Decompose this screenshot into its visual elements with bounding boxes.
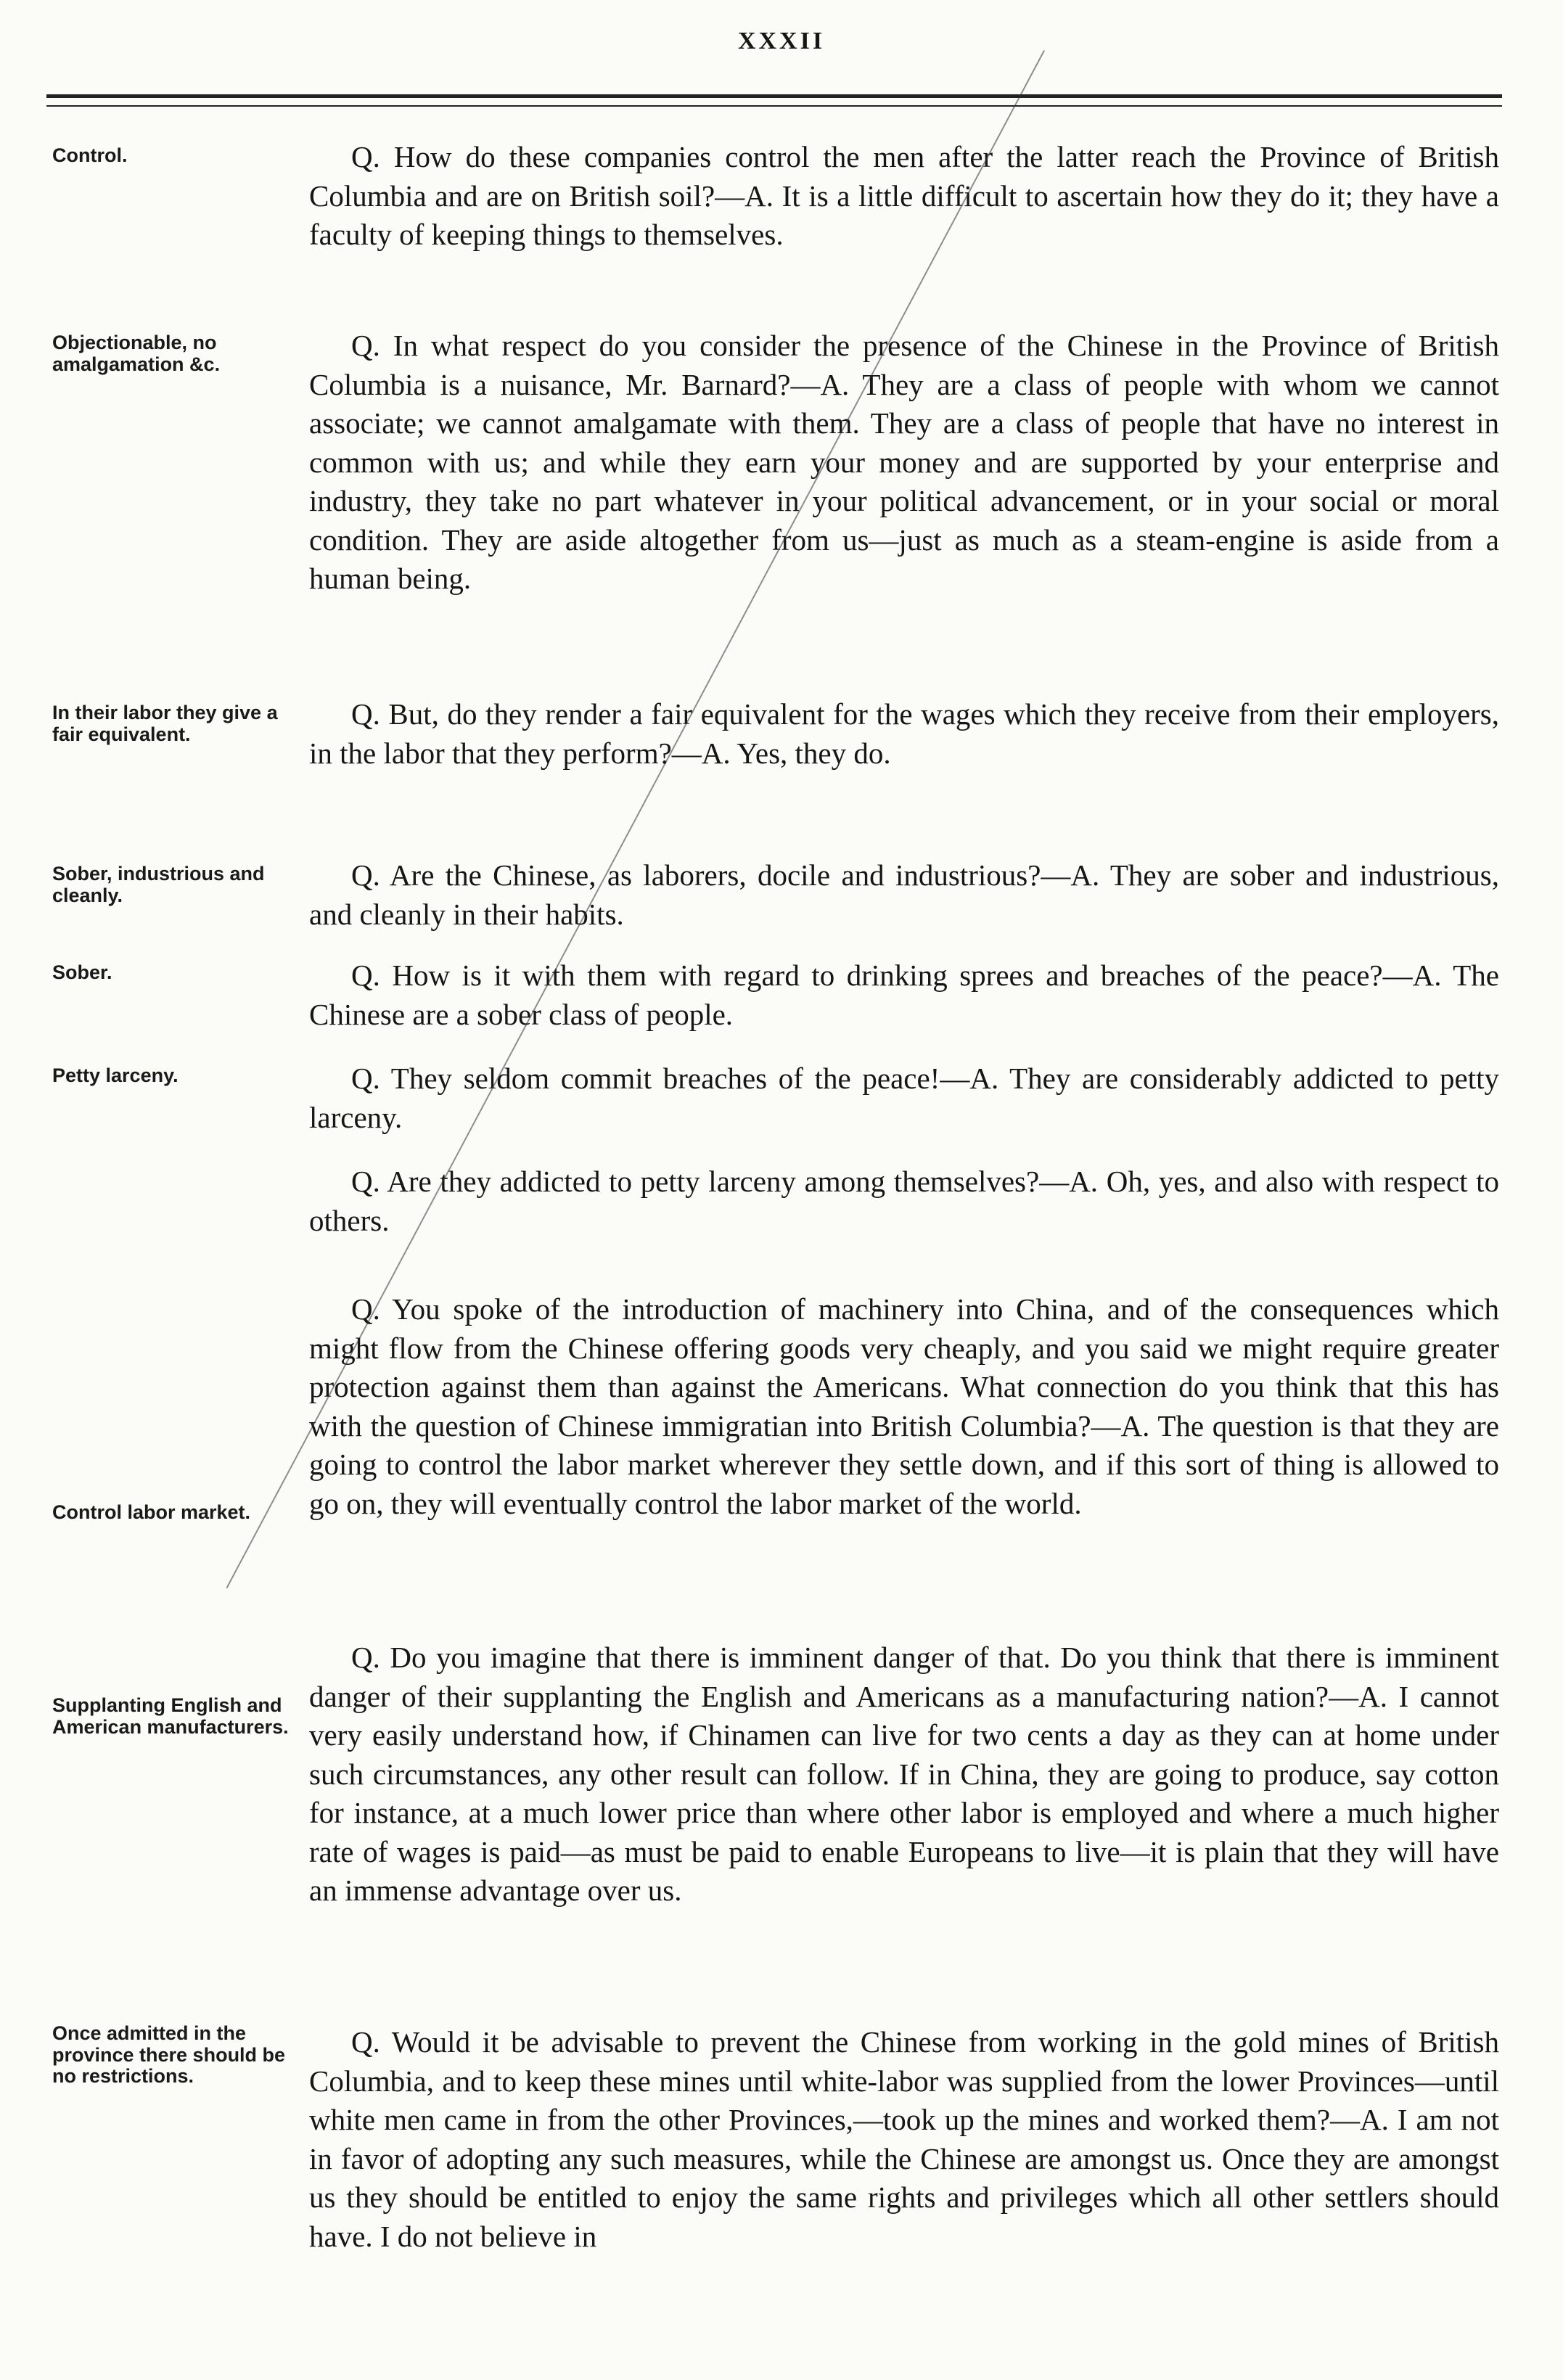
- margin-note-control: Control.: [52, 144, 128, 166]
- header-rule: [46, 94, 1502, 98]
- margin-note-sober: Sober.: [52, 961, 112, 983]
- paragraph-3: Q. But, do they render a fair equivalent for the wages which they receive from their employers, in the labor that they perform?—A. Yes, they do.: [309, 697, 1499, 770]
- page-number: XXXII: [737, 28, 826, 54]
- paragraph-8: Q. You spoke of the introduction of machinery into China, and of the consequences which might flow from the Chinese offering goods very cheaply, and you said we might require greater protection against them than against the Americans. What connection do you think that this has with the question of Chinese immigratian into British Columbia?—A. The question is that they are going to control the labor market wherever they settle down, and if this sort of thing is allowed to go on, they will eventually control the labor market of the world.: [309, 1292, 1499, 1520]
- paragraph-9: Q. Do you imagine that there is imminent danger of that. Do you think that there is imminent danger of their supplanting the English and Americans as a manufacturing nation?—A. I cannot very easily understand how, if Chinamen can live for two cents a day as they can at home under such circumstances, any other result can follow. If in China, they are going to produce, say cotton for instance, at a much lower price than where other labor is employed and where a much higher rate of wages is paid—as must be paid to enable Europeans to live—it is plain that they will have an immense advantage over us.: [309, 1641, 1499, 1907]
- paragraph-10: Q. Would it be advisable to prevent the Chinese from working in the gold mines of British Columbia, and to keep these mines until white-labor was supplied from the lower Provinces—until white men came in from the other Provinces,—took up the mines and worked them?—A. I am not in favor of adopting any such measures, while the Chinese are amongst us. Once they are amongst us they should be entitled to enjoy the same rights and privileges which all other settlers should have. I do not believe in: [309, 2025, 1499, 2253]
- paragraph-6: Q. They seldom commit breaches of the peace!—A. They are considerably addicted to petty larceny.: [309, 1062, 1499, 1134]
- paragraph-4: Q. Are the Chinese, as laborers, docile and industrious?—A. They are sober and industrious, and cleanly in their habits.: [309, 858, 1499, 931]
- paragraph-5: Q. How is it with them with regard to drinking sprees and breaches of the peace?—A. The Chinese are a sober class of people.: [309, 959, 1499, 1031]
- margin-note-control-labor-market: Control labor market.: [52, 1501, 251, 1523]
- paragraph-7: Q. Are they addicted to petty larceny among themselves?—A. Oh, yes, and also with respect to others.: [309, 1165, 1499, 1237]
- page-body: [0, 122, 1563, 2371]
- margin-note-fair-equivalent: In their labor they give a fair equivalent.: [52, 702, 278, 745]
- header-rule-thin: [46, 105, 1502, 107]
- paragraph-1: Q. How do these companies control the men after the latter reach the Province of British Columbia and are on British soil?—A. It is a little difficult to ascertain how they do it; they have a faculty of keeping things to themselves.: [309, 140, 1499, 251]
- margin-note-sober-industrious: Sober, industrious and cleanly.: [52, 863, 265, 906]
- margin-note-no-restrictions: Once admitted in the province there should be no restrictions.: [52, 2022, 286, 2088]
- paragraph-2: Q. In what respect do you consider the presence of the Chinese in the Province of British Columbia is a nuisance, Mr. Barnard?—A. They are a class of people with whom we cannot associate; we cannot amalgamate with them. They are a class of people that have no interest in common with us; and while they earn your money and are supported by your enterprise and industry, they take no part whatever in your political advancement, or in your social or moral condition. They are aside altogether from us—just as much as a steam-engine is aside from a human being.: [309, 329, 1499, 595]
- margin-note-objectionable: Objectionable, no amalgamation &c.: [52, 332, 221, 375]
- margin-note-supplanting: Supplanting English and American manufacturers.: [52, 1694, 289, 1738]
- margin-note-petty-larceny: Petty larceny.: [52, 1064, 179, 1086]
